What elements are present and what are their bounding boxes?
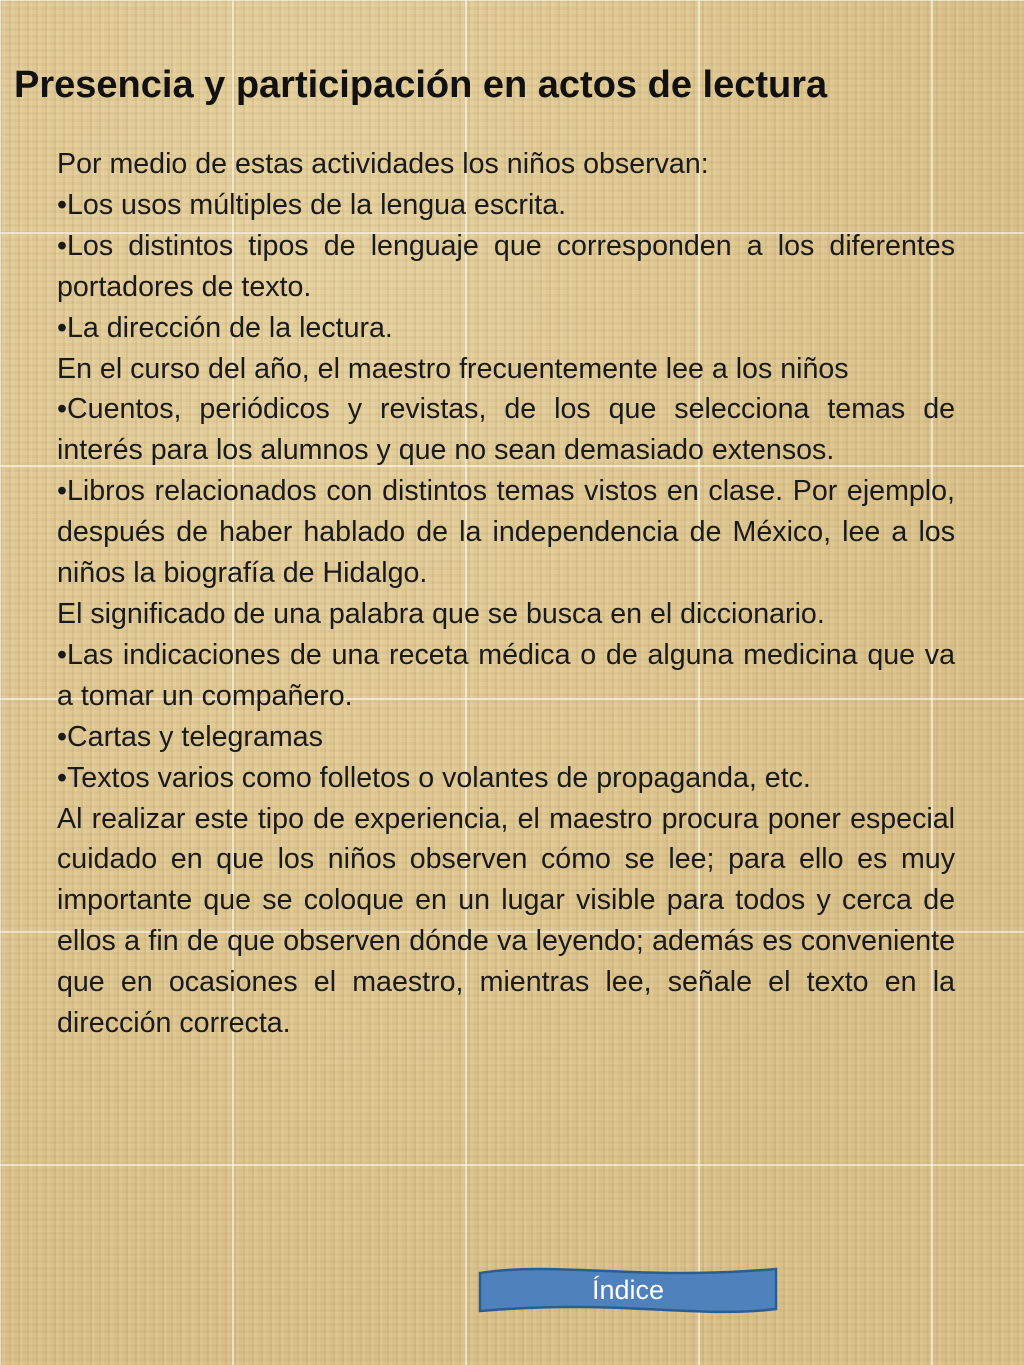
index-button[interactable] — [478, 1265, 778, 1315]
body-paragraph: •Libros relacionados con distintos temas vistos en clase. Por ejemplo, después de haber hablado de la independencia de México, lee a los niños la biografía de Hidalgo. — [57, 475, 955, 590]
body-paragraph: •Las indicaciones de una receta médica o de alguna medicina que va a tomar un compañero. — [57, 638, 955, 712]
slide-title: Presencia y participación en actos de lectura — [14, 64, 828, 106]
body-paragraph: •Textos varios como folletos o volantes de propaganda, etc. — [57, 761, 811, 794]
body-paragraph: El significado de una palabra que se busca en el diccionario. — [57, 597, 825, 630]
body-paragraph: •Cuentos, periódicos y revistas, de los que selecciona temas de interés para los alumnos y que no sean demasiado extensos. — [57, 393, 955, 467]
body-paragraph: En el curso del año, el maestro frecuentemente lee a los niños — [57, 352, 849, 385]
body-paragraph: •Los distintos tipos de lenguaje que corresponden a los diferentes portadores de texto. — [57, 229, 955, 303]
body-paragraph: •Cartas y telegramas — [57, 720, 323, 753]
body-paragraph: Al realizar este tipo de experiencia, el maestro procura poner especial cuidado en que los niños observen cómo se lee; para ello es muy importante que se coloque en un lugar visible para todos y cerca de ellos a fin de que observen dónde va leyendo; además es conveniente que en ocasiones el maestro, mientras lee, señale el texto en la dirección correcta. — [57, 802, 955, 1040]
body-paragraph: •La dirección de la lectura. — [57, 311, 393, 344]
body-paragraph: Por medio de estas actividades los niños observan: — [57, 148, 709, 180]
slide-body — [57, 144, 955, 1044]
index-button-label: Índice — [591, 1275, 665, 1305]
body-paragraph: •Los usos múltiples de la lengua escrita. — [57, 188, 567, 221]
